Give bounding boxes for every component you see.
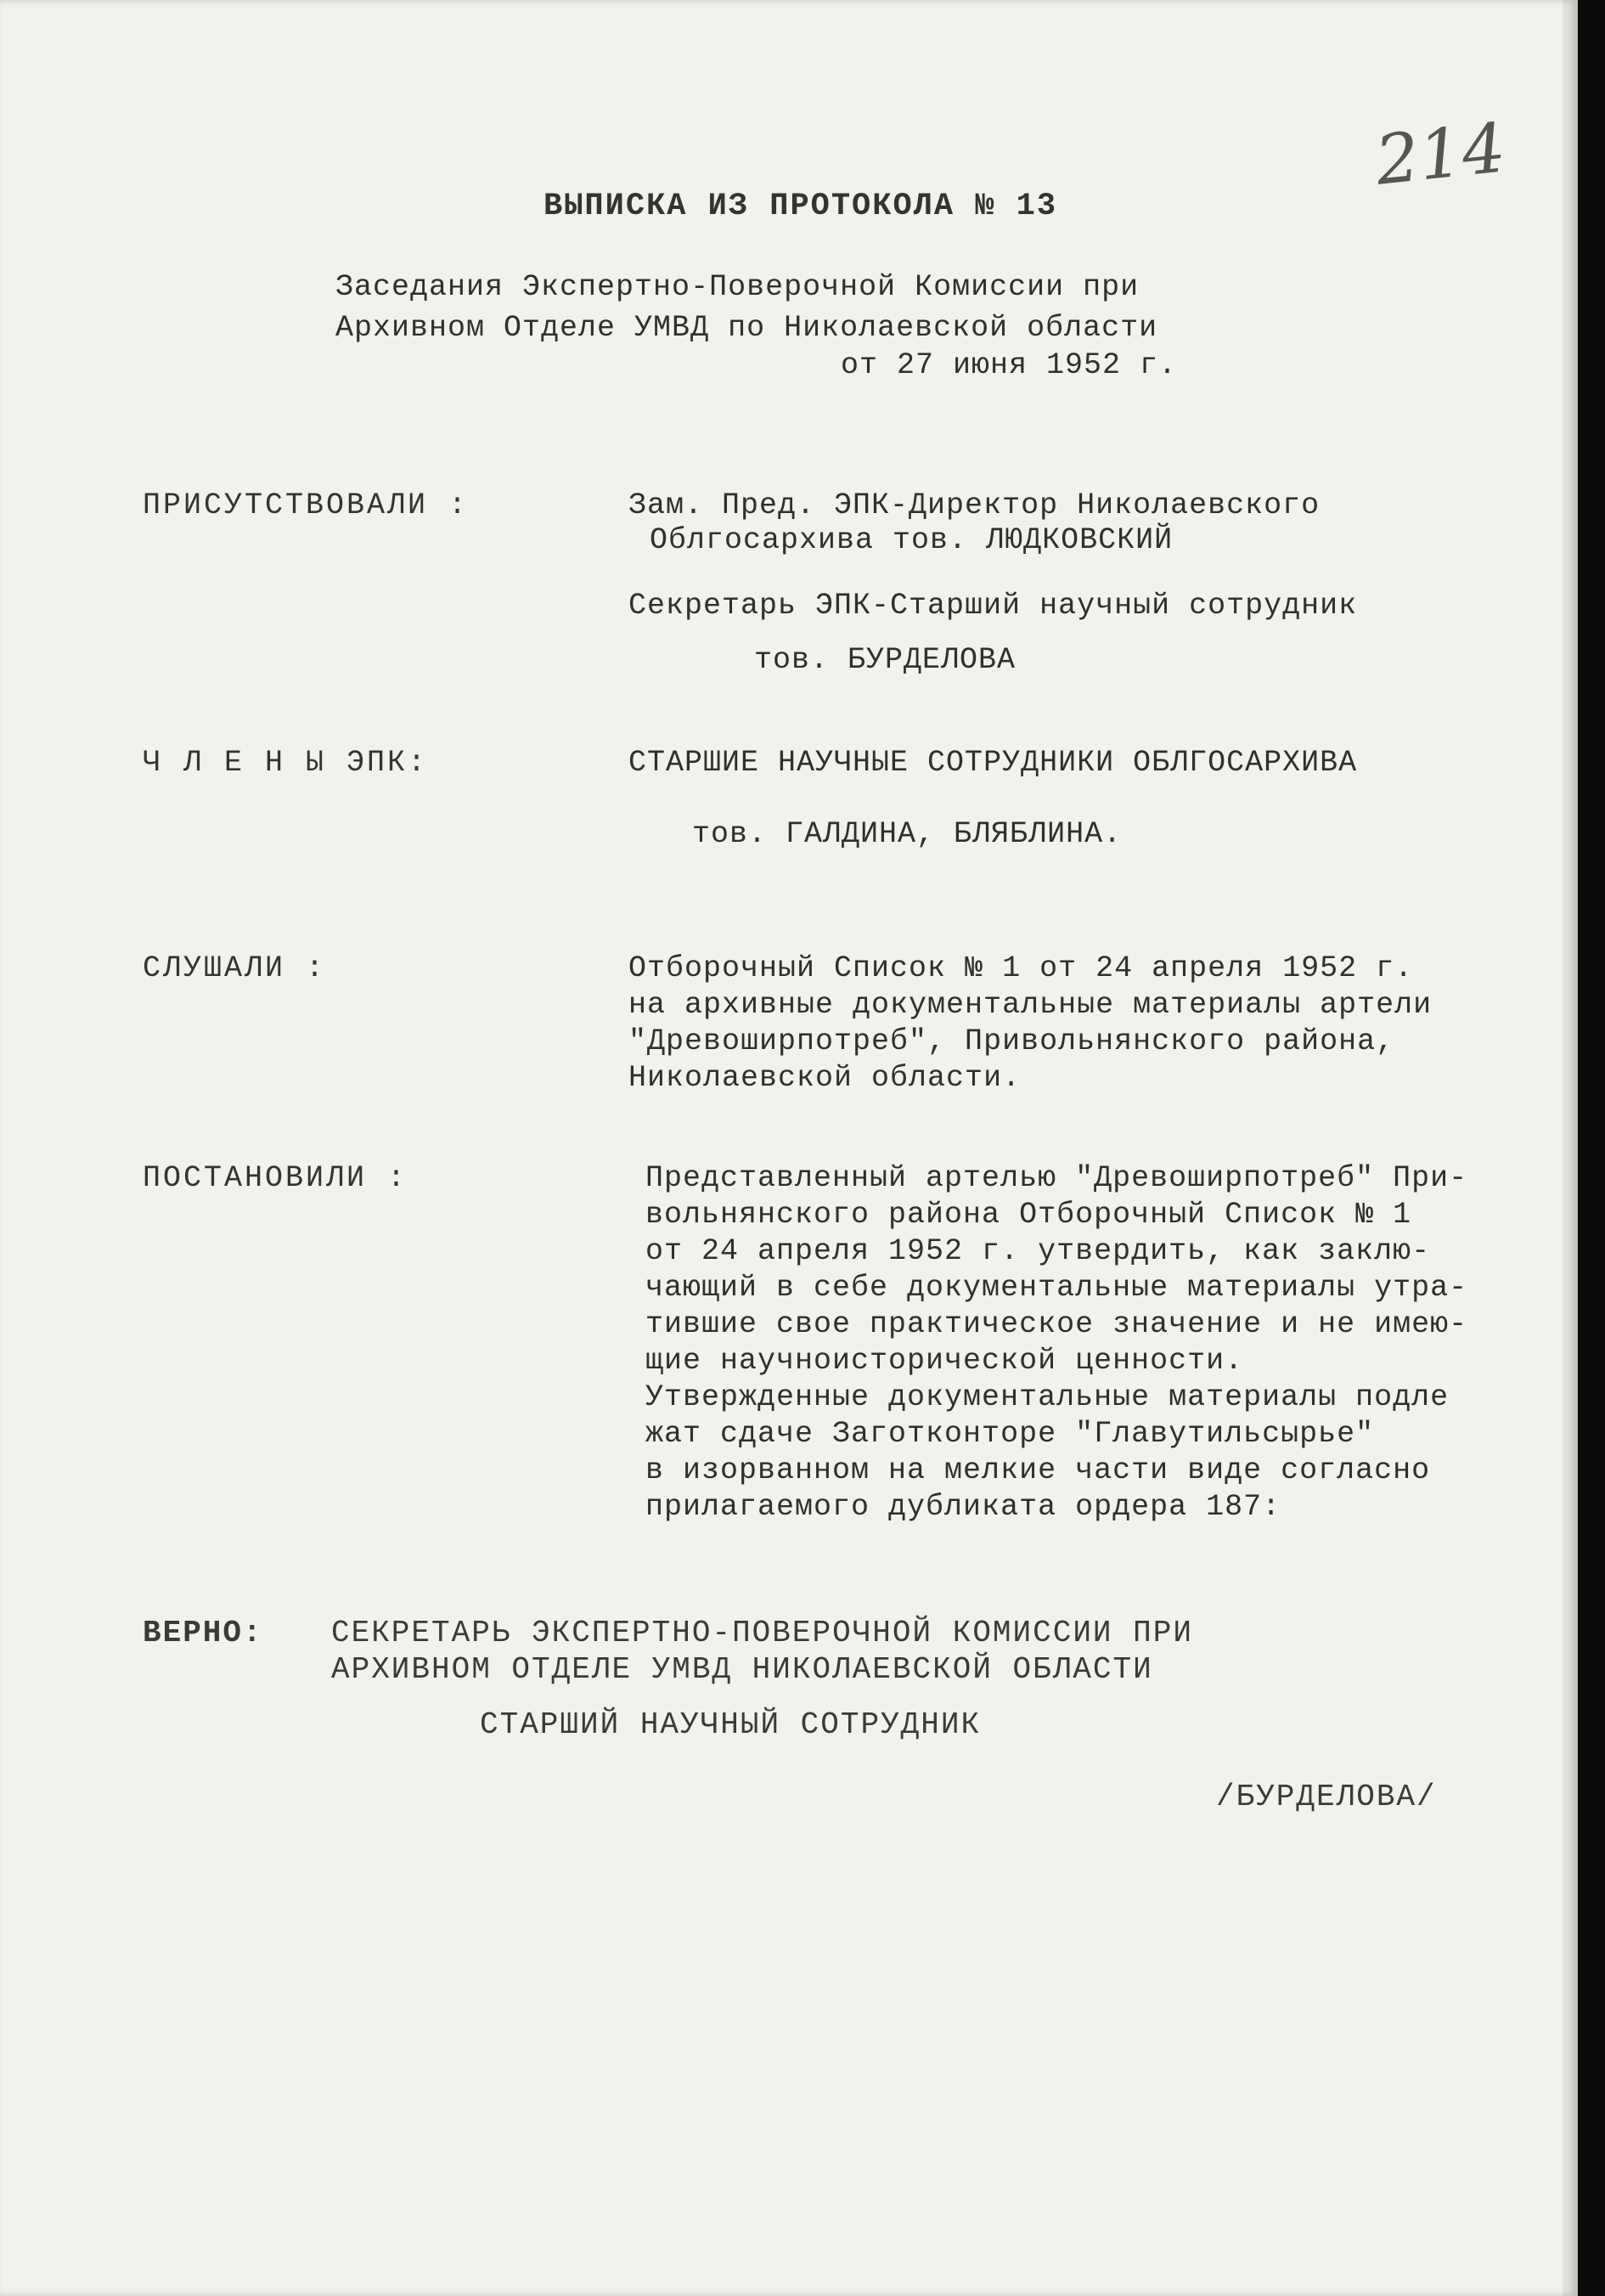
resolved-line-4: чающий в себе документальные материалы утра- xyxy=(645,1271,1468,1305)
resolved-line-3: от 24 апреля 1952 г. утвердить, как заклю- xyxy=(645,1234,1431,1268)
present-label: ПРИСУТСТВОВАЛИ : xyxy=(143,488,470,522)
resolved-line-7: Утвержденные документальные материалы подле xyxy=(645,1380,1450,1414)
present-line-1: Зам. Пред. ЭПК-Директор Николаевского xyxy=(628,488,1321,522)
resolved-line-10: прилагаемого дубликата ордера 187: xyxy=(645,1490,1281,1524)
resolved-line-2: вольнянского района Отборочный Список № 1 xyxy=(645,1198,1412,1232)
resolved-line-6: щие научноисторической ценности. xyxy=(645,1344,1244,1378)
heard-line-3: "Древоширпотреб", Привольнянского района, xyxy=(628,1024,1395,1058)
present-line-4: тов. БУРДЕЛОВА xyxy=(754,643,1016,677)
page-edge-shadow xyxy=(1563,0,1578,2296)
heard-label: СЛУШАЛИ : xyxy=(143,951,327,985)
certified-label: ВЕРНО: xyxy=(143,1616,263,1650)
resolved-line-1: Представленный артелью "Древоширпотреб" При- xyxy=(645,1161,1468,1195)
signature-name: /БУРДЕЛОВА/ xyxy=(1216,1780,1437,1814)
heard-line-2: на архивные документальные материалы артели xyxy=(628,988,1433,1022)
subtitle-line-1: Заседания Экспертно-Поверочной Комиссии при xyxy=(335,270,1140,304)
members-label: Ч Л Е Н Ы ЭПК: xyxy=(143,746,429,780)
subtitle-date: от 27 июня 1952 г. xyxy=(841,348,1178,382)
heard-line-4: Николаевской области. xyxy=(628,1061,1022,1095)
resolved-line-9: в изорванном на мелкие части виде согласно xyxy=(645,1453,1431,1487)
resolved-line-8: жат сдаче Заготконторе "Главутильсырье" xyxy=(645,1417,1375,1451)
resolved-label: ПОСТАНОВИЛИ : xyxy=(143,1161,408,1195)
present-line-2: Облгосархива тов. ЛЮДКОВСКИЙ xyxy=(650,523,1174,557)
certified-line-2: АРХИВНОМ ОТДЕЛЕ УМВД НИКОЛАЕВСКОЙ ОБЛАСТИ xyxy=(331,1652,1153,1687)
subtitle-line-2: Архивном Отделе УМВД по Николаевской области xyxy=(335,311,1158,345)
page-number: 214 xyxy=(1371,108,1510,200)
certified-line-1: СЕКРЕТАРЬ ЭКСПЕРТНО-ПОВЕРОЧНОЙ КОМИССИИ ПРИ xyxy=(331,1616,1193,1650)
heard-line-1: Отборочный Список № 1 от 24 апреля 1952 г. xyxy=(628,951,1414,985)
certified-line-3: СТАРШИЙ НАУЧНЫЙ СОТРУДНИК xyxy=(480,1707,982,1742)
present-line-3: Секретарь ЭПК-Старший научный сотрудник xyxy=(628,589,1358,623)
members-line-1: СТАРШИЕ НАУЧНЫЕ СОТРУДНИКИ ОБЛГОСАРХИВА xyxy=(628,746,1358,780)
scan-background-edge xyxy=(1578,0,1605,2296)
document-title: ВЫПИСКА ИЗ ПРОТОКОЛА № 13 xyxy=(543,189,1058,224)
resolved-line-5: тившие свое практическое значение и не имею- xyxy=(645,1307,1468,1341)
members-line-2: тов. ГАЛДИНА, БЛЯБЛИНА. xyxy=(692,817,1123,851)
